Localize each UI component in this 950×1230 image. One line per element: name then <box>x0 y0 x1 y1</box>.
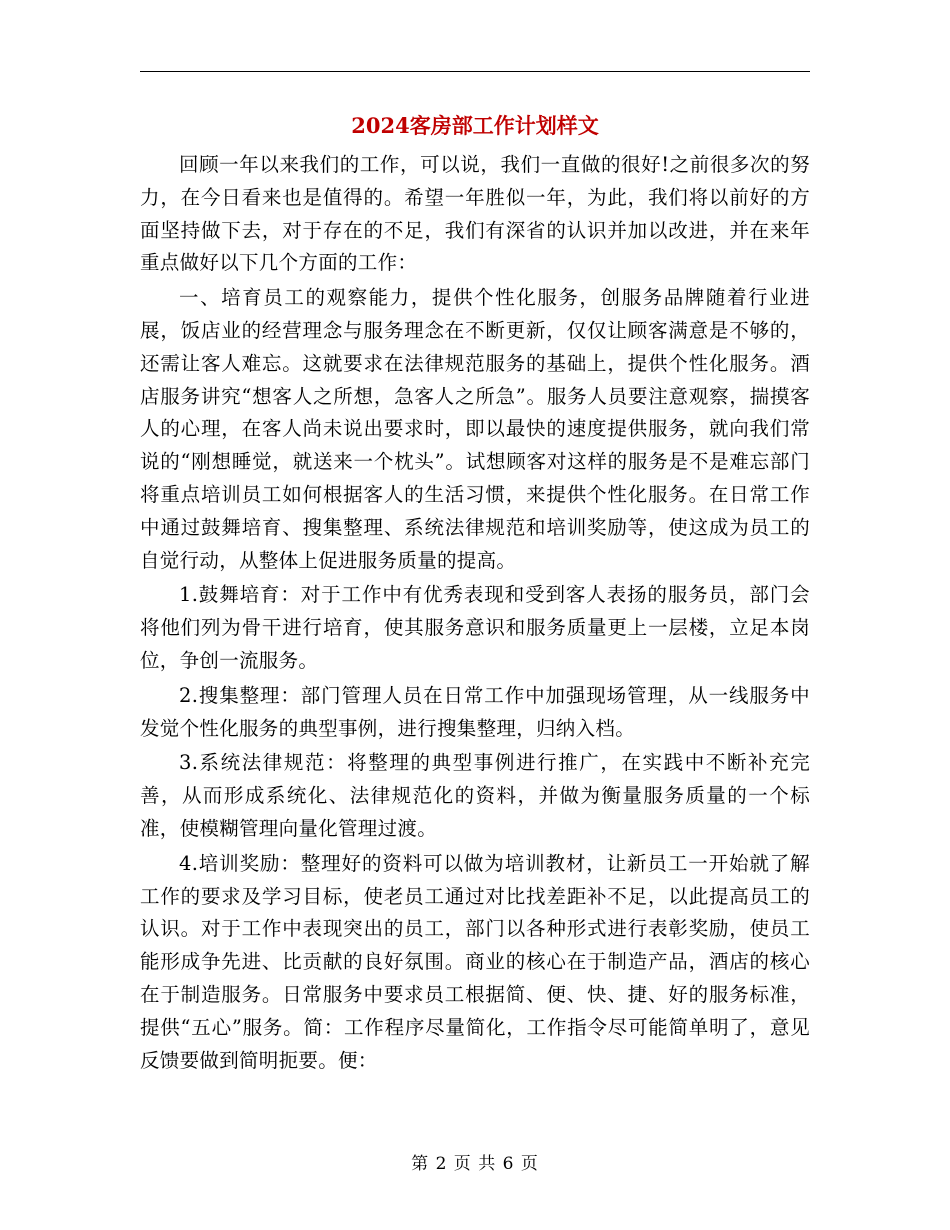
paragraph-section-one: 一、培育员工的观察能力，提供个性化服务，创服务品牌随着行业进展，饭店业的经营理念与服务理念在不断更新，仅仅让顾客满意是不够的，还需让客人难忘。这就要求在法律规范服务的基础上，提供个性化服务。酒店服务讲究“想客人之所想，急客人之所急”。服务人员要注意观察，揣摸客人的心理，在客人尚未说出要求时，即以最快的速度提供服务，就向我们常说的“刚想睡觉，就送来一个枕头”。试想顾客对这样的服务是不是难忘部门将重点培训员工如何根据客人的生活习惯，来提供个性化服务。在日常工作中通过鼓舞培育、搜集整理、系统法律规范和培训奖励等，使这成为员工的自觉行动，从整体上促进服务质量的提高。 <box>140 286 810 572</box>
page-number: 第 2 页 共 6 页 <box>411 1154 539 1174</box>
paragraph-item-4: 4.培训奖励：整理好的资料可以做为培训教材，让新员工一开始就了解工作的要求及学习目标，使老员工通过对比找差距补不足，以此提高员工的认识。对于工作中表现突出的员工，部门以各种形式进行表彰奖励，使员工能形成争先进、比贡献的良好氛围。商业的核心在于制造产品，酒店的核心在于制造服务。日常服务中要求员工根据简、便、快、捷、好的服务标准，提供“五心”服务。简：工作程序尽量简化，工作指令尽可能简单明了，意见反馈要做到简明扼要。便： <box>140 851 810 1072</box>
header-rule <box>140 71 810 72</box>
paragraph-item-2: 2.搜集整理：部门管理人员在日常工作中加强现场管理，从一线服务中发觉个性化服务的典型事例，进行搜集整理，归纳入档。 <box>140 683 810 740</box>
document-body <box>140 149 810 1077</box>
paragraph-item-3: 3.系统法律规范：将整理的典型事例进行推广，在实践中不断补充完善，从而形成系统化、法律规范化的资料，并做为衡量服务质量的一个标准，使模糊管理向量化管理过渡。 <box>140 751 810 840</box>
page-title: 2024客房部工作计划样文 <box>351 113 599 138</box>
paragraph-intro: 回顾一年以来我们的工作，可以说，我们一直做的很好!之前很多次的努力，在今日看来也是值得的。希望一年胜似一年，为此，我们将以前好的方面坚持做下去，对于存在的不足，我们有深省的认识并加以改进，并在来年重点做好以下几个方面的工作： <box>140 153 810 275</box>
paragraph-item-1: 1.鼓舞培育：对于工作中有优秀表现和受到客人表扬的服务员，部门会将他们列为骨干进行培育，使其服务意识和服务质量更上一层楼，立足本岗位，争创一流服务。 <box>140 583 810 672</box>
